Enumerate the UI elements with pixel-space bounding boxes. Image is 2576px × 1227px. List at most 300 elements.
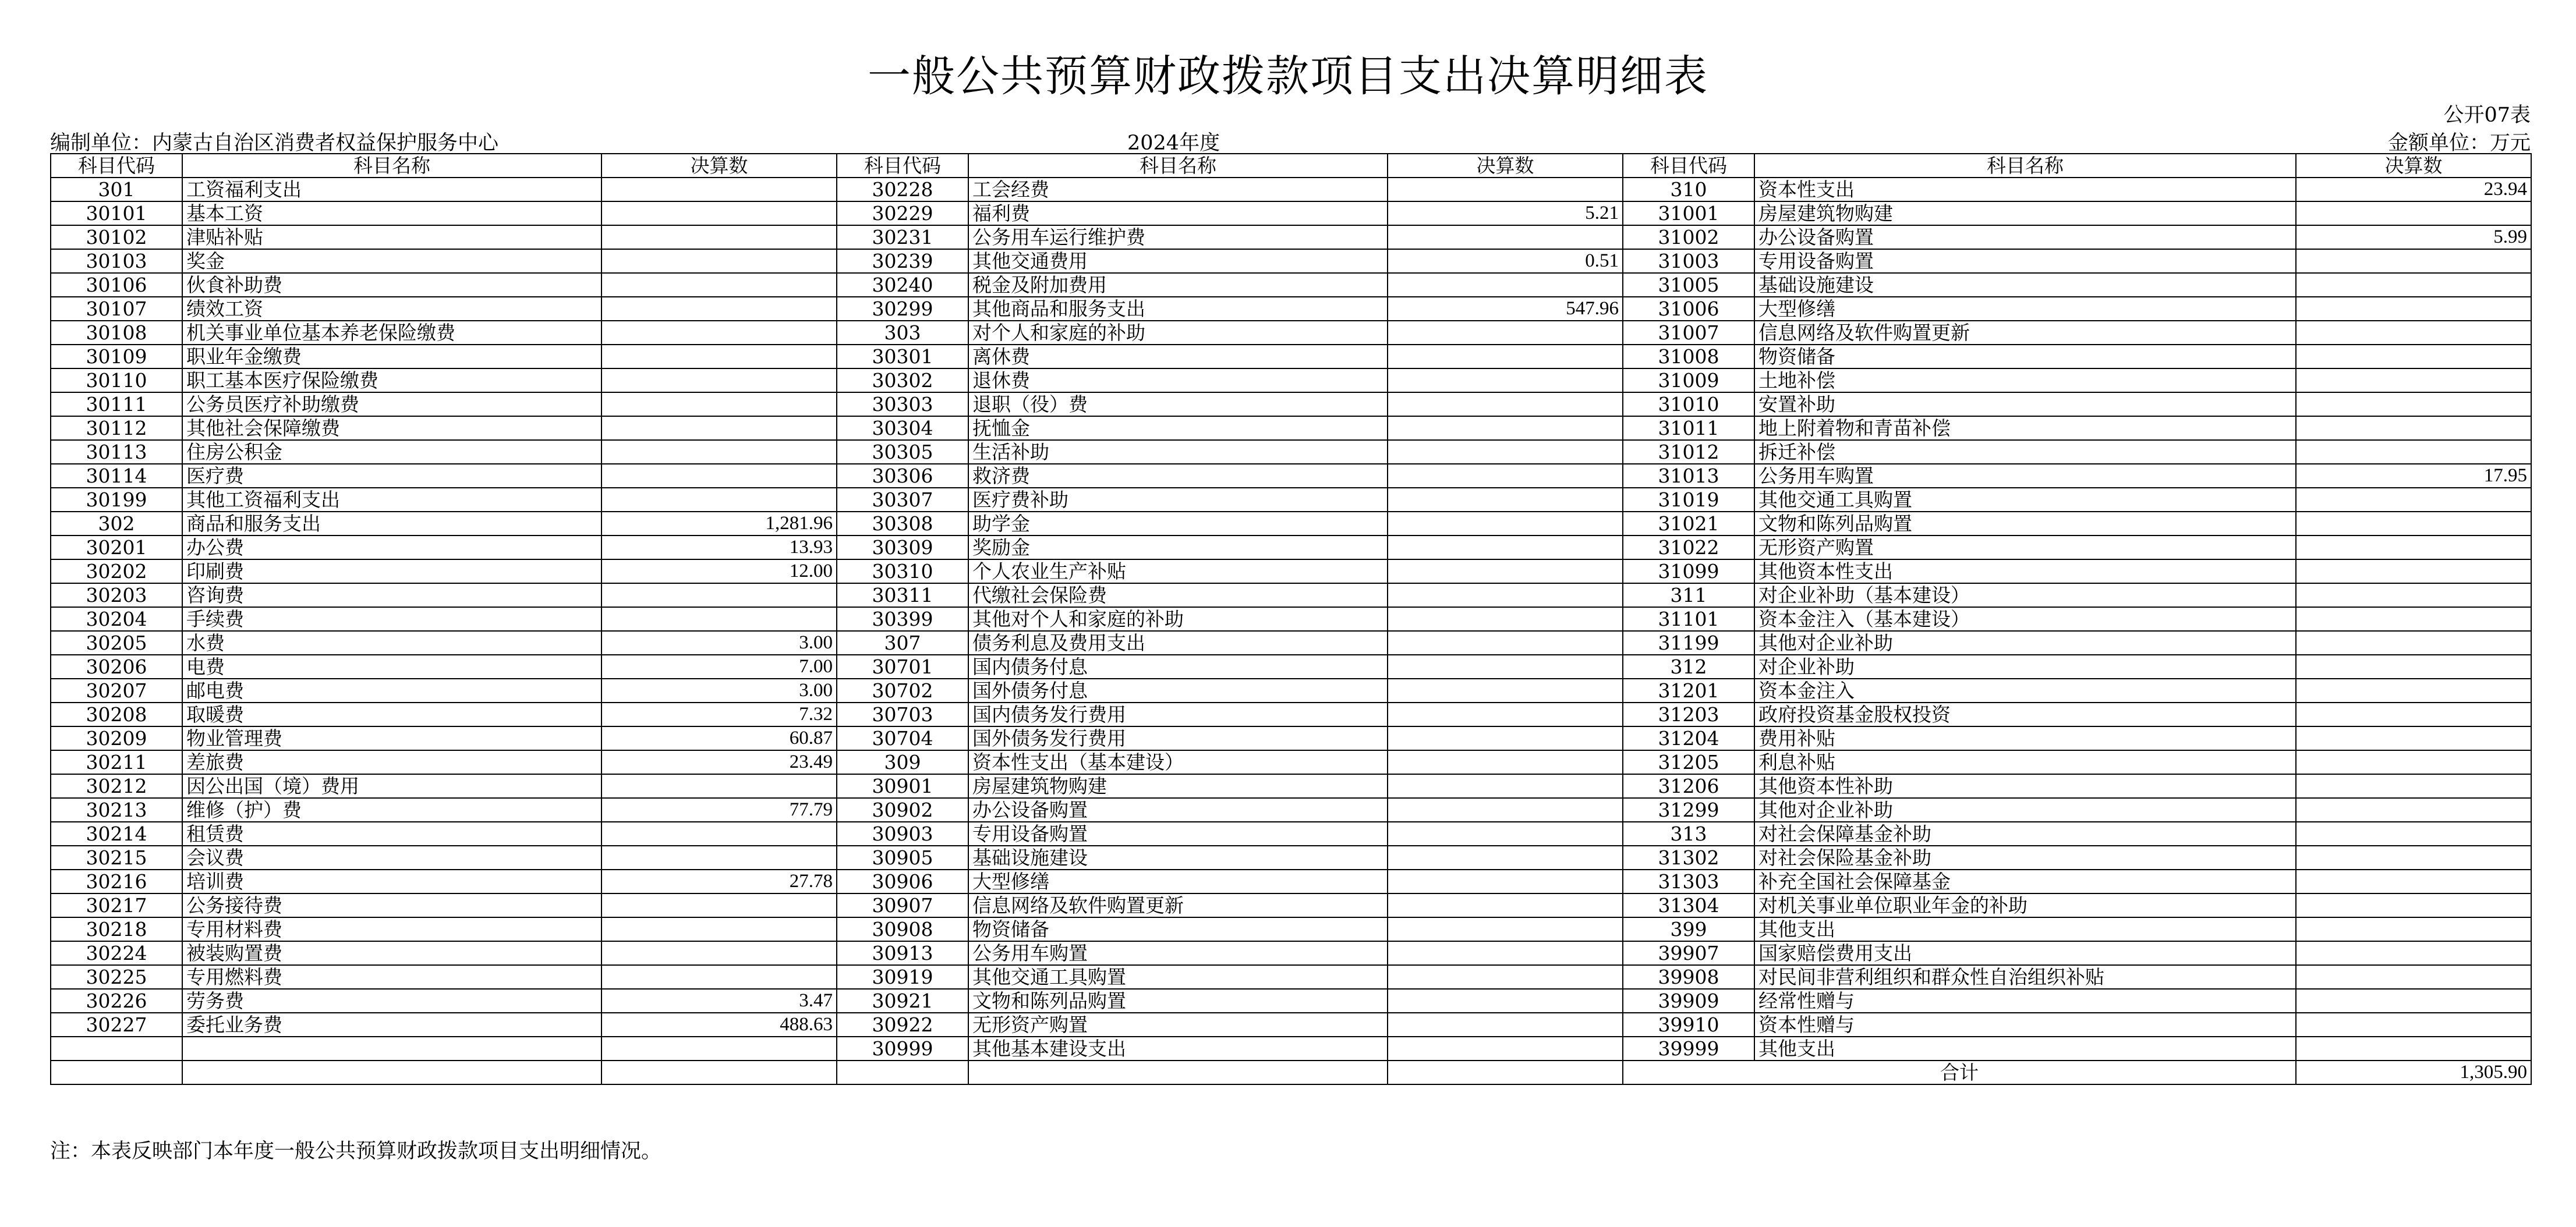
table-row xyxy=(51,464,2531,488)
account-name-cell: 租赁费 xyxy=(182,822,601,846)
account-code-cell: 31204 xyxy=(1623,726,1754,750)
account-name-cell: 退职（役）费 xyxy=(968,392,1388,416)
final-amount-cell xyxy=(2296,536,2531,559)
account-name-cell: 资本金注入（基本建设） xyxy=(1754,607,2296,631)
table-row xyxy=(51,225,2531,249)
table-row xyxy=(51,440,2531,464)
account-code-cell: 31010 xyxy=(1623,392,1754,416)
final-amount-cell xyxy=(1388,416,1623,440)
account-code-cell: 30306 xyxy=(837,464,968,488)
account-code-cell: 31304 xyxy=(1623,893,1754,917)
account-name-cell: 水费 xyxy=(182,631,601,655)
account-name-cell: 对企业补助（基本建设） xyxy=(1754,583,2296,607)
account-name-cell: 抚恤金 xyxy=(968,416,1388,440)
account-code-cell: 30212 xyxy=(51,774,182,798)
final-amount-cell xyxy=(2296,297,2531,321)
table-row xyxy=(51,249,2531,273)
account-code-cell: 30903 xyxy=(837,822,968,846)
account-code-cell: 39909 xyxy=(1623,989,1754,1013)
final-amount-cell xyxy=(601,1037,837,1061)
account-name-cell: 助学金 xyxy=(968,512,1388,536)
account-code-cell: 30205 xyxy=(51,631,182,655)
account-code-cell: 30112 xyxy=(51,416,182,440)
account-name-cell: 政府投资基金股权投资 xyxy=(1754,703,2296,726)
account-code-cell: 30103 xyxy=(51,249,182,273)
account-name-cell: 利息补贴 xyxy=(1754,750,2296,774)
account-name-cell: 公务用车购置 xyxy=(1754,464,2296,488)
account-code-cell: 307 xyxy=(837,631,968,655)
account-code-cell: 30204 xyxy=(51,607,182,631)
account-code-cell: 30113 xyxy=(51,440,182,464)
final-amount-cell xyxy=(601,607,837,631)
account-name-cell: 办公费 xyxy=(182,536,601,559)
account-name-cell: 房屋建筑物购建 xyxy=(1754,201,2296,225)
account-name-cell: 津贴补贴 xyxy=(182,225,601,249)
empty-cell xyxy=(1388,1061,1623,1084)
account-name-cell: 住房公积金 xyxy=(182,440,601,464)
table-row xyxy=(51,607,2531,631)
table-row xyxy=(51,917,2531,941)
form-number: 公开07表 xyxy=(2443,104,2531,127)
account-name-cell: 其他资本性补助 xyxy=(1754,774,2296,798)
final-amount-cell: 3.00 xyxy=(601,631,837,655)
account-name-cell: 公务用车运行维护费 xyxy=(968,225,1388,249)
account-code-cell: 31021 xyxy=(1623,512,1754,536)
final-amount-cell: 0.51 xyxy=(1388,249,1623,273)
account-code-cell: 301 xyxy=(51,178,182,201)
report-year: 2024年度 xyxy=(1127,132,1220,155)
final-amount-cell xyxy=(2296,249,2531,273)
account-code-cell: 30231 xyxy=(837,225,968,249)
table-row xyxy=(51,989,2531,1013)
final-amount-cell xyxy=(601,464,837,488)
final-amount-cell xyxy=(601,774,837,798)
final-amount-cell: 1,281.96 xyxy=(601,512,837,536)
account-code-cell: 30228 xyxy=(837,178,968,201)
expenditure-table xyxy=(50,153,2532,1085)
account-code-cell: 30225 xyxy=(51,965,182,989)
final-amount-cell xyxy=(2296,273,2531,297)
account-name-cell: 国内债务发行费用 xyxy=(968,703,1388,726)
final-amount-cell: 3.47 xyxy=(601,989,837,1013)
account-name-cell: 救济费 xyxy=(968,464,1388,488)
account-code-cell: 30913 xyxy=(837,941,968,965)
final-amount-cell xyxy=(2296,750,2531,774)
final-amount-cell xyxy=(2296,368,2531,392)
account-code-cell: 30907 xyxy=(837,893,968,917)
account-code-cell: 30106 xyxy=(51,273,182,297)
final-amount-cell xyxy=(2296,392,2531,416)
final-amount-cell xyxy=(2296,512,2531,536)
account-name-cell: 其他基本建设支出 xyxy=(968,1037,1388,1061)
final-amount-cell: 27.78 xyxy=(601,870,837,893)
account-name-cell: 其他交通费用 xyxy=(968,249,1388,273)
account-name-cell: 其他对个人和家庭的补助 xyxy=(968,607,1388,631)
amount-unit: 金额单位：万元 xyxy=(2387,132,2531,155)
account-name-cell: 工资福利支出 xyxy=(182,178,601,201)
account-code-cell: 31019 xyxy=(1623,488,1754,512)
account-code-cell: 31302 xyxy=(1623,846,1754,870)
account-name-cell: 邮电费 xyxy=(182,679,601,703)
account-name-cell: 办公设备购置 xyxy=(1754,225,2296,249)
account-code-cell: 399 xyxy=(1623,917,1754,941)
account-name-cell: 取暖费 xyxy=(182,703,601,726)
account-code-cell: 30311 xyxy=(837,583,968,607)
table-row xyxy=(51,297,2531,321)
table-row xyxy=(51,345,2531,368)
account-code-cell: 303 xyxy=(837,321,968,345)
final-amount-cell xyxy=(2296,631,2531,655)
account-name-cell: 对个人和家庭的补助 xyxy=(968,321,1388,345)
account-code-cell: 31203 xyxy=(1623,703,1754,726)
account-code-cell xyxy=(51,1037,182,1061)
final-amount-cell xyxy=(2296,655,2531,679)
account-code-cell: 30215 xyxy=(51,846,182,870)
final-amount-cell xyxy=(1388,893,1623,917)
account-code-cell: 39908 xyxy=(1623,965,1754,989)
account-code-cell: 31299 xyxy=(1623,798,1754,822)
account-name-cell: 地上附着物和青苗补偿 xyxy=(1754,416,2296,440)
account-code-cell: 39999 xyxy=(1623,1037,1754,1061)
table-row xyxy=(51,750,2531,774)
table-row xyxy=(51,655,2531,679)
final-amount-cell xyxy=(2296,345,2531,368)
table-row xyxy=(51,583,2531,607)
account-name-cell: 信息网络及软件购置更新 xyxy=(968,893,1388,917)
final-amount-cell xyxy=(1388,726,1623,750)
account-name-cell: 医疗费 xyxy=(182,464,601,488)
table-row xyxy=(51,798,2531,822)
final-amount-cell xyxy=(601,488,837,512)
account-name-cell: 补充全国社会保障基金 xyxy=(1754,870,2296,893)
final-amount-cell xyxy=(2296,201,2531,225)
table-row xyxy=(51,1013,2531,1037)
final-amount-cell xyxy=(601,965,837,989)
account-code-cell: 311 xyxy=(1623,583,1754,607)
account-name-cell: 维修（护）费 xyxy=(182,798,601,822)
account-code-cell: 30302 xyxy=(837,368,968,392)
column-header: 决算数 xyxy=(601,154,837,178)
empty-cell xyxy=(182,1061,601,1084)
account-code-cell: 30299 xyxy=(837,297,968,321)
final-amount-cell xyxy=(2296,989,2531,1013)
final-amount-cell xyxy=(601,249,837,273)
account-name-cell: 职业年金缴费 xyxy=(182,345,601,368)
account-name-cell: 生活补助 xyxy=(968,440,1388,464)
account-name-cell: 安置补助 xyxy=(1754,392,2296,416)
account-name-cell: 国家赔偿费用支出 xyxy=(1754,941,2296,965)
column-header: 科目代码 xyxy=(51,154,182,178)
account-code-cell: 30114 xyxy=(51,464,182,488)
final-amount-cell xyxy=(1388,345,1623,368)
final-amount-cell xyxy=(2296,321,2531,345)
account-name-cell: 拆迁补偿 xyxy=(1754,440,2296,464)
account-name-cell: 国内债务付息 xyxy=(968,655,1388,679)
account-code-cell: 31303 xyxy=(1623,870,1754,893)
account-name-cell: 对机关事业单位职业年金的补助 xyxy=(1754,893,2296,917)
account-code-cell: 302 xyxy=(51,512,182,536)
account-code-cell: 30111 xyxy=(51,392,182,416)
table-row xyxy=(51,488,2531,512)
column-header: 科目名称 xyxy=(968,154,1388,178)
table-row xyxy=(51,178,2531,201)
account-name-cell: 国外债务付息 xyxy=(968,679,1388,703)
account-code-cell: 30304 xyxy=(837,416,968,440)
account-code-cell: 30227 xyxy=(51,1013,182,1037)
account-code-cell: 39910 xyxy=(1623,1013,1754,1037)
account-name-cell: 专用设备购置 xyxy=(1754,249,2296,273)
account-name-cell: 对民间非营利组织和群众性自治组织补贴 xyxy=(1754,965,2296,989)
final-amount-cell xyxy=(2296,1013,2531,1037)
table-row xyxy=(51,201,2531,225)
final-amount-cell xyxy=(1388,703,1623,726)
account-code-cell: 30240 xyxy=(837,273,968,297)
empty-cell xyxy=(51,1061,182,1084)
account-name-cell: 专用燃料费 xyxy=(182,965,601,989)
account-code-cell: 30399 xyxy=(837,607,968,631)
final-amount-cell xyxy=(2296,917,2531,941)
account-name-cell: 公务用车购置 xyxy=(968,941,1388,965)
table-row xyxy=(51,321,2531,345)
account-code-cell: 31005 xyxy=(1623,273,1754,297)
final-amount-cell xyxy=(1388,989,1623,1013)
account-code-cell: 30224 xyxy=(51,941,182,965)
account-name-cell: 退休费 xyxy=(968,368,1388,392)
account-name-cell: 资本金注入 xyxy=(1754,679,2296,703)
final-amount-cell xyxy=(2296,941,2531,965)
account-name-cell: 国外债务发行费用 xyxy=(968,726,1388,750)
account-name-cell: 资本性支出（基本建设） xyxy=(968,750,1388,774)
table-body xyxy=(51,154,2531,1084)
table-row xyxy=(51,392,2531,416)
account-code-cell: 30206 xyxy=(51,655,182,679)
account-name-cell: 其他支出 xyxy=(1754,917,2296,941)
account-code-cell: 30214 xyxy=(51,822,182,846)
table-row xyxy=(51,559,2531,583)
final-amount-cell xyxy=(601,297,837,321)
compiling-unit: 编制单位：内蒙古自治区消费者权益保护服务中心 xyxy=(50,132,499,155)
account-name-cell: 医疗费补助 xyxy=(968,488,1388,512)
final-amount-cell xyxy=(601,273,837,297)
account-name-cell: 工会经费 xyxy=(968,178,1388,201)
account-name-cell: 奖金 xyxy=(182,249,601,273)
column-header: 科目名称 xyxy=(182,154,601,178)
account-name-cell: 文物和陈列品购置 xyxy=(1754,512,2296,536)
account-name-cell: 其他社会保障缴费 xyxy=(182,416,601,440)
table-row xyxy=(51,512,2531,536)
final-amount-cell xyxy=(601,416,837,440)
account-name-cell: 其他工资福利支出 xyxy=(182,488,601,512)
final-amount-cell xyxy=(1388,368,1623,392)
final-amount-cell xyxy=(1388,870,1623,893)
final-amount-cell xyxy=(1388,321,1623,345)
account-code-cell: 30201 xyxy=(51,536,182,559)
account-code-cell: 31199 xyxy=(1623,631,1754,655)
account-code-cell: 30301 xyxy=(837,345,968,368)
final-amount-cell xyxy=(1388,655,1623,679)
account-code-cell: 30229 xyxy=(837,201,968,225)
final-amount-cell xyxy=(1388,822,1623,846)
final-amount-cell xyxy=(601,583,837,607)
final-amount-cell: 7.32 xyxy=(601,703,837,726)
final-amount-cell xyxy=(2296,893,2531,917)
final-amount-cell: 547.96 xyxy=(1388,297,1623,321)
account-name-cell: 专用材料费 xyxy=(182,917,601,941)
account-code-cell: 30211 xyxy=(51,750,182,774)
total-label: 合计 xyxy=(1623,1061,2296,1084)
final-amount-cell xyxy=(601,822,837,846)
account-code-cell: 30905 xyxy=(837,846,968,870)
column-header: 决算数 xyxy=(2296,154,2531,178)
final-amount-cell xyxy=(601,368,837,392)
account-code-cell: 39907 xyxy=(1623,941,1754,965)
account-name-cell: 资本性支出 xyxy=(1754,178,2296,201)
account-code-cell: 312 xyxy=(1623,655,1754,679)
table-row xyxy=(51,679,2531,703)
account-name-cell: 土地补偿 xyxy=(1754,368,2296,392)
footnote: 注：本表反映部门本年度一般公共预算财政拨款项目支出明细情况。 xyxy=(50,1140,662,1163)
account-code-cell: 30999 xyxy=(837,1037,968,1061)
account-code-cell: 30309 xyxy=(837,536,968,559)
final-amount-cell xyxy=(601,201,837,225)
table-row xyxy=(51,774,2531,798)
account-name-cell: 无形资产购置 xyxy=(1754,536,2296,559)
final-amount-cell xyxy=(2296,488,2531,512)
final-amount-cell: 23.49 xyxy=(601,750,837,774)
table-row xyxy=(51,631,2531,655)
table-row xyxy=(51,416,2531,440)
table-row xyxy=(51,941,2531,965)
account-name-cell: 无形资产购置 xyxy=(968,1013,1388,1037)
account-code-cell: 30919 xyxy=(837,965,968,989)
account-code-cell: 31002 xyxy=(1623,225,1754,249)
final-amount-cell xyxy=(1388,941,1623,965)
account-name-cell: 资本性赠与 xyxy=(1754,1013,2296,1037)
table-row xyxy=(51,273,2531,297)
account-code-cell: 30217 xyxy=(51,893,182,917)
account-code-cell: 31099 xyxy=(1623,559,1754,583)
final-amount-cell xyxy=(1388,225,1623,249)
total-value: 1,305.90 xyxy=(2296,1061,2531,1084)
account-name-cell: 因公出国（境）费用 xyxy=(182,774,601,798)
account-name-cell: 其他支出 xyxy=(1754,1037,2296,1061)
account-name-cell: 物资储备 xyxy=(1754,345,2296,368)
account-code-cell: 31201 xyxy=(1623,679,1754,703)
final-amount-cell: 23.94 xyxy=(2296,178,2531,201)
final-amount-cell xyxy=(1388,1037,1623,1061)
account-name-cell: 印刷费 xyxy=(182,559,601,583)
final-amount-cell xyxy=(601,345,837,368)
final-amount-cell: 5.99 xyxy=(2296,225,2531,249)
account-code-cell: 31009 xyxy=(1623,368,1754,392)
table-row xyxy=(51,846,2531,870)
final-amount-cell xyxy=(1388,846,1623,870)
final-amount-cell xyxy=(1388,583,1623,607)
final-amount-cell: 77.79 xyxy=(601,798,837,822)
account-code-cell: 309 xyxy=(837,750,968,774)
final-amount-cell xyxy=(1388,1013,1623,1037)
final-amount-cell xyxy=(601,893,837,917)
account-code-cell: 30207 xyxy=(51,679,182,703)
account-code-cell: 31012 xyxy=(1623,440,1754,464)
page-title: 一般公共预算财政拨款项目支出决算明细表 xyxy=(868,51,1708,101)
account-code-cell: 30209 xyxy=(51,726,182,750)
final-amount-cell xyxy=(1388,273,1623,297)
account-code-cell: 30203 xyxy=(51,583,182,607)
account-code-cell: 30310 xyxy=(837,559,968,583)
final-amount-cell xyxy=(601,225,837,249)
account-name-cell: 对社会保障基金补助 xyxy=(1754,822,2296,846)
account-code-cell: 31022 xyxy=(1623,536,1754,559)
final-amount-cell xyxy=(2296,798,2531,822)
column-header: 决算数 xyxy=(1388,154,1623,178)
final-amount-cell xyxy=(1388,750,1623,774)
final-amount-cell xyxy=(601,846,837,870)
account-code-cell: 30906 xyxy=(837,870,968,893)
account-code-cell: 30305 xyxy=(837,440,968,464)
final-amount-cell xyxy=(2296,416,2531,440)
account-code-cell: 30208 xyxy=(51,703,182,726)
account-code-cell: 31101 xyxy=(1623,607,1754,631)
account-code-cell: 31205 xyxy=(1623,750,1754,774)
final-amount-cell xyxy=(2296,607,2531,631)
account-code-cell: 31003 xyxy=(1623,249,1754,273)
account-name-cell: 物业管理费 xyxy=(182,726,601,750)
final-amount-cell xyxy=(1388,798,1623,822)
account-name-cell: 大型修缮 xyxy=(968,870,1388,893)
empty-cell xyxy=(968,1061,1388,1084)
final-amount-cell xyxy=(1388,464,1623,488)
account-name-cell: 电费 xyxy=(182,655,601,679)
account-code-cell: 313 xyxy=(1623,822,1754,846)
account-code-cell: 30303 xyxy=(837,392,968,416)
account-name-cell: 离休费 xyxy=(968,345,1388,368)
final-amount-cell xyxy=(2296,726,2531,750)
account-name-cell: 专用设备购置 xyxy=(968,822,1388,846)
account-name-cell: 大型修缮 xyxy=(1754,297,2296,321)
account-code-cell: 31206 xyxy=(1623,774,1754,798)
final-amount-cell xyxy=(2296,679,2531,703)
final-amount-cell: 3.00 xyxy=(601,679,837,703)
account-name-cell: 伙食补助费 xyxy=(182,273,601,297)
account-name-cell: 办公设备购置 xyxy=(968,798,1388,822)
account-code-cell: 30922 xyxy=(837,1013,968,1037)
table-row xyxy=(51,726,2531,750)
account-name-cell: 其他商品和服务支出 xyxy=(968,297,1388,321)
account-code-cell: 31008 xyxy=(1623,345,1754,368)
final-amount-cell xyxy=(2296,583,2531,607)
account-code-cell: 30101 xyxy=(51,201,182,225)
final-amount-cell xyxy=(1388,774,1623,798)
account-name-cell: 被装购置费 xyxy=(182,941,601,965)
table-row xyxy=(51,703,2531,726)
final-amount-cell xyxy=(1388,679,1623,703)
account-name-cell: 基本工资 xyxy=(182,201,601,225)
column-header: 科目名称 xyxy=(1754,154,2296,178)
account-code-cell: 30199 xyxy=(51,488,182,512)
account-code-cell: 30704 xyxy=(837,726,968,750)
final-amount-cell xyxy=(2296,703,2531,726)
account-name-cell: 信息网络及软件购置更新 xyxy=(1754,321,2296,345)
account-code-cell: 30109 xyxy=(51,345,182,368)
final-amount-cell: 13.93 xyxy=(601,536,837,559)
final-amount-cell xyxy=(2296,822,2531,846)
account-code-cell: 30308 xyxy=(837,512,968,536)
final-amount-cell xyxy=(1388,392,1623,416)
empty-cell xyxy=(837,1061,968,1084)
account-code-cell: 30921 xyxy=(837,989,968,1013)
final-amount-cell xyxy=(2296,440,2531,464)
